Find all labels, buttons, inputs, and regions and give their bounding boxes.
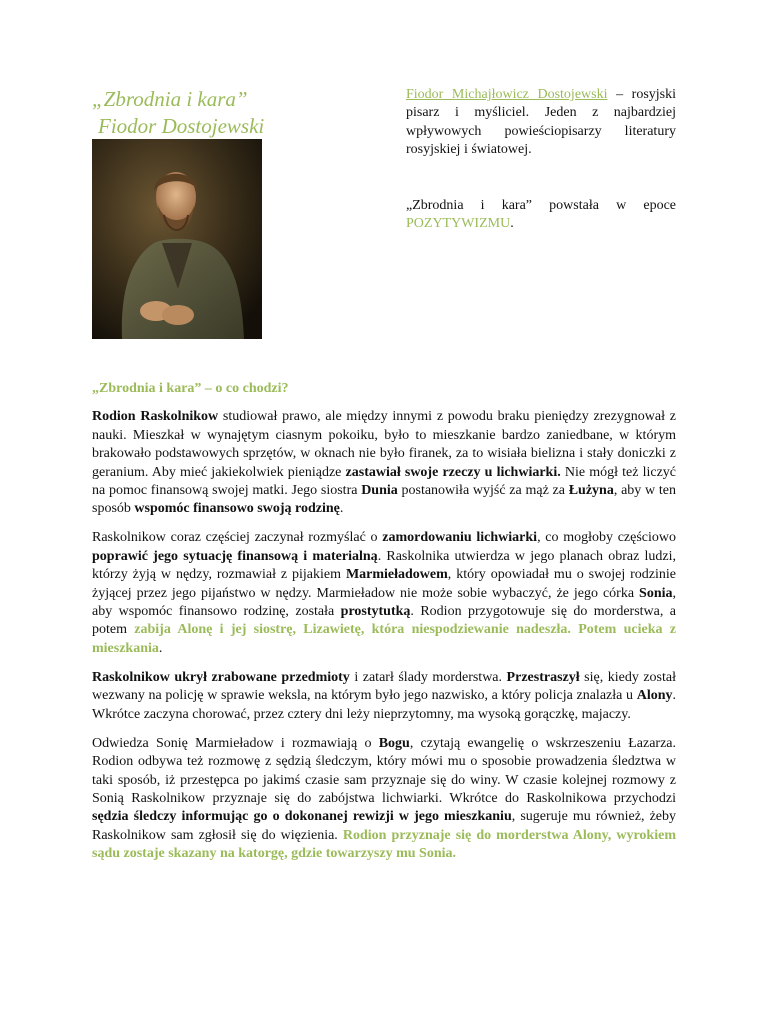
- text-run: .: [339, 501, 344, 517]
- bold-text: zastawiał swoje rzeczy u lichwiarki.: [345, 464, 561, 480]
- text-run: , aby w ten sposób: [92, 483, 676, 517]
- text-run: , aby wspomóc finansowo rodzinę, została: [92, 585, 676, 620]
- epoch-end: .: [510, 216, 514, 232]
- title-line-1: „Zbrodnia i kara”: [92, 87, 248, 111]
- bold-text: Bogu: [378, 735, 410, 751]
- bold-text: wspomóc finansowo swoją rodzinę: [134, 501, 340, 517]
- text-run: , co mogłoby częściowo: [537, 530, 677, 546]
- epoch-paragraph: [406, 197, 676, 234]
- paragraph-1: [92, 408, 676, 518]
- text-run: .: [158, 640, 163, 656]
- bold-text: Marmieładowem: [345, 567, 448, 583]
- bold-text: Sonia: [639, 585, 673, 601]
- paragraph-3: [92, 669, 676, 724]
- bold-text: zamordowaniu lichwiarki: [382, 530, 538, 546]
- portrait-image: [92, 139, 262, 339]
- text-run: Raskolnikow coraz częściej zaczynał rozmyślać o: [92, 530, 383, 546]
- bold-text: Alony: [636, 688, 673, 704]
- title-line-2: Fiodor Dostojewski: [98, 114, 265, 138]
- paragraph-2: [92, 529, 676, 658]
- text-run: i zatarł ślady morderstwa.: [349, 669, 507, 685]
- bold-text: Rodion Raskolnikow: [92, 409, 219, 425]
- intro-block: [406, 86, 676, 233]
- main-content: [92, 380, 676, 874]
- bold-text: Łużyna: [568, 483, 614, 499]
- text-run: . Wkrótce zaczyna chorować, przez cztery dni leży nieprzytomny, ma wysoką gorączkę, majaczy.: [92, 688, 676, 722]
- text-run: . Rodion przygotowuje się do morderstwa, a potem: [92, 604, 676, 638]
- author-description: – rosyjski pisarz i myśliciel. Jeden z najbardziej wpływowych powieściopisarzy literatury rosyjskiej i światowej.: [406, 87, 676, 158]
- bold-text: poprawić jego sytuację finansową i materialną: [92, 548, 378, 564]
- bold-text: Przestraszył: [506, 669, 580, 685]
- bold-text: Dunia: [361, 483, 398, 499]
- text-run: . Raskolnika utwierdza w jego planach obraz ludzi, którzy żyją w nędzy, rozmawiał z pijakiem: [92, 548, 676, 583]
- portrait-painting-icon: [92, 139, 262, 339]
- bold-text: Raskolnikow ukrył zrabowane przedmioty: [92, 669, 350, 685]
- author-link[interactable]: Fiodor Michajłowicz Dostojewski: [406, 87, 608, 102]
- paragraph-4: [92, 735, 676, 864]
- section-heading: „Zbrodnia i kara” – o co chodzi?: [92, 381, 289, 396]
- author-paragraph: [406, 86, 676, 160]
- text-run: , sugeruje mu również, żeby Raskolnikow sam zgłosił się do więzienia.: [92, 809, 676, 843]
- text-run: się, kiedy został wezwany na policję w sprawie weksla, na którym było jego nazwisko, a który policja znalazła u: [92, 669, 677, 704]
- epoch-text: „Zbrodnia i kara” powstała w epoce: [406, 197, 676, 213]
- text-run: postanowiła wyjść za mąż za: [397, 483, 569, 499]
- text-run: Nie mógł też liczyć na pomoc finansową swojej matki. Jego siostra: [92, 464, 676, 499]
- highlight-text: Rodion przyznaje się do morderstwa Alony, wyrokiem sądu zostaje skazany na katorgę, gdzie towarzyszy mu Sonia.: [92, 827, 676, 862]
- bold-text: sędzia śledczy informując go o dokonanej rewizji w jego mieszkaniu: [92, 809, 512, 825]
- bold-text: prostytutką: [340, 604, 411, 620]
- text-run: , który opowiadał mu o swojej rodzinie żyjącej przez jego pijaństwo w nędzy. Marmieładow nie może sobie wybaczyć, że jego córka: [92, 567, 676, 601]
- highlight-text: zabija Alonę i jej siostrę, Lizawietę, która niespodziewanie nadeszła. Potem ucieka z mieszkania: [92, 622, 676, 656]
- document-title: [92, 86, 392, 140]
- text-run: Odwiedza Sonię Marmieładow i rozmawiają o: [92, 735, 379, 751]
- text-run: , czytają ewangelię o wskrzeszeniu Łazarza. Rodion odbywa też rozmowę z sędzią śledczym, który mówi mu o sposobie prowadzenia śledztwa w taki sposób, iż przestępca po jakimś czasie sam przyznaje się do winy. W czasie kolejnej rozmowy z Sonią Raskolnikow przyznaje się do zabójstwa lichwiarki. Wkrótce do Raskolnikowa przychodzi: [92, 735, 677, 806]
- text-run: studiował prawo, ale między innymi z powodu braku pieniędzy zrezygnował z nauki. Mieszkał w wynajętym ciasnym pokoiku, było to mieszkanie bardzo zaniedbane, w którym brakowało podstawowych sprzętów, w oknach nie było firanek, za to wisiała bielizna i stały doniczki z geranium. Aby mieć jakiekolwiek pieniądze: [92, 409, 676, 480]
- epoch-name: POZYTYWIZMU: [406, 216, 511, 232]
